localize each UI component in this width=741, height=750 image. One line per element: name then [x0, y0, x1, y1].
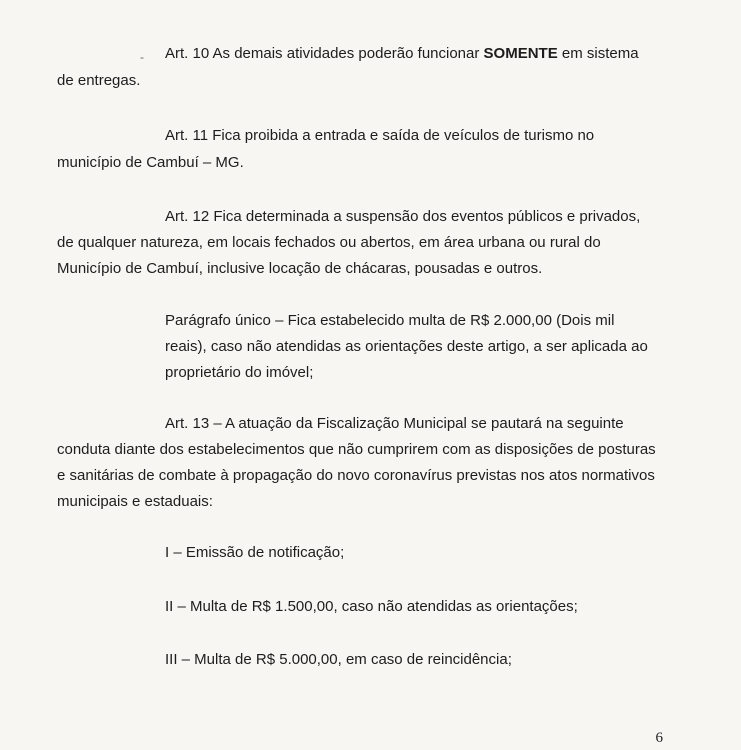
art13-line1: Art. 13 – A atuação da Fiscalização Municipal se pautará na seguinte — [165, 415, 624, 432]
art11-line1: Art. 11 Fica proibida a entrada e saída de veículos de turismo no — [165, 127, 595, 144]
item-2: II – Multa de R$ 1.500,00, caso não atendidas as orientações; — [165, 598, 578, 615]
item-1: I – Emissão de notificação; — [165, 544, 345, 561]
art12-line2: de qualquer natureza, em locais fechados ou abertos, em área urbana ou rural do — [57, 234, 601, 251]
paragrafo-line1: Parágrafo único – Fica estabelecido multa de R$ 2.000,00 (Dois mil — [165, 312, 615, 329]
art10-line2: de entregas. — [57, 72, 141, 89]
art12-line3: Município de Cambuí, inclusive locação de chácaras, pousadas e outros. — [57, 260, 543, 277]
art13-line2: conduta diante dos estabelecimentos que não cumprirem com as disposições de posturas — [57, 441, 656, 458]
art11-line2: município de Cambuí – MG. — [57, 154, 244, 171]
item-3: III – Multa de R$ 5.000,00, em caso de reincidência; — [165, 651, 512, 668]
art10-prefix: Art. 10 As demais atividades poderão funcionar — [165, 45, 484, 62]
scan-speck: - — [140, 50, 144, 64]
art10-line1 — [165, 44, 639, 64]
page-number: 6 — [655, 730, 663, 746]
paragrafo-line3: proprietário do imóvel; — [165, 364, 314, 381]
paragrafo-line2: reais), caso não atendidas as orientações deste artigo, a ser aplicada ao — [165, 338, 648, 355]
art10-suffix: em sistema — [557, 45, 639, 62]
art12-line1: Art. 12 Fica determinada a suspensão dos eventos públicos e privados, — [165, 208, 641, 225]
art10-bold: SOMENTE — [483, 45, 558, 62]
art13-line4: municipais e estaduais: — [57, 493, 213, 510]
art13-line3: e sanitárias de combate à propagação do novo coronavírus previstas nos atos normativos — [57, 467, 655, 484]
